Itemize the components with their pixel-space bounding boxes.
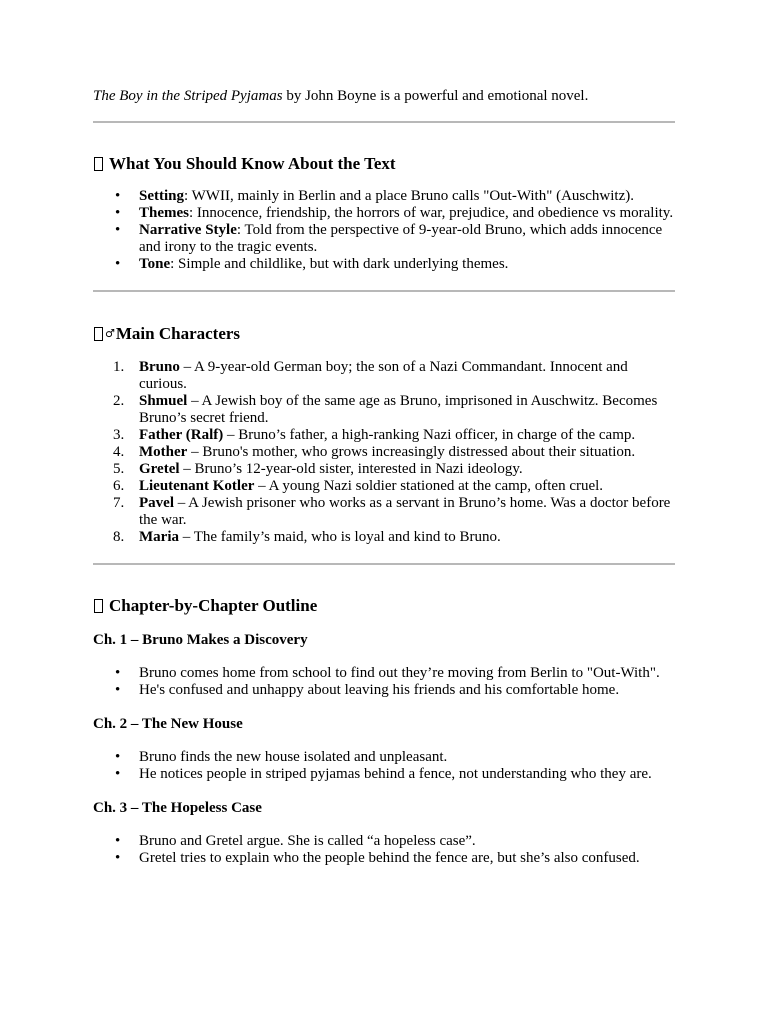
list-item	[93, 444, 675, 461]
list-item: • Bruno finds the new house isolated and unpleasant.	[93, 749, 675, 766]
characters-list	[93, 359, 675, 546]
character-name: Lieutenant Kotler	[139, 478, 255, 494]
item-number: 7.	[113, 495, 125, 511]
item-text: : WWII, mainly in Berlin and a place Bruno calls "Out-With" (Auschwitz).	[184, 188, 634, 204]
know-list	[93, 188, 675, 273]
item-text: – A Jewish prisoner who works as a servant in Bruno’s home. Was a doctor before the war.	[139, 495, 671, 528]
item-text: : Innocence, friendship, the horrors of war, prejudice, and obedience vs morality.	[189, 205, 674, 221]
chapter-points	[93, 665, 675, 699]
item-text: – Bruno's mother, who grows increasingly distressed about their situation.	[187, 444, 636, 460]
item-text: – A young Nazi soldier stationed at the camp, often cruel.	[254, 478, 604, 494]
chapter-title: Ch. 2 – The New House	[93, 716, 243, 732]
item-label: Tone	[139, 256, 171, 272]
chapter-points	[93, 749, 675, 783]
item-text: – Bruno’s 12-year-old sister, interested in Nazi ideology.	[179, 461, 523, 477]
item-label: Narrative Style	[139, 222, 237, 238]
character-name: Bruno	[139, 359, 180, 375]
item-number: 1.	[113, 359, 125, 375]
document-page	[93, 88, 675, 867]
item-text: – A Jewish boy of the same age as Bruno, imprisoned in Auschwitz. Becomes Bruno’s secret friend.	[139, 393, 658, 426]
chapter-points	[93, 833, 675, 867]
list-item: • He's confused and unhappy about leaving his friends and his comfortable home.	[93, 682, 675, 699]
know-heading-text: What You Should Know About the Text	[109, 154, 396, 173]
missing-glyph-icon	[94, 599, 103, 613]
outline-heading-text: Chapter-by-Chapter Outline	[109, 596, 318, 615]
item-text: – The family’s maid, who is loyal and kind to Bruno.	[178, 529, 501, 545]
item-number: 2.	[113, 393, 125, 409]
list-item	[93, 529, 675, 546]
missing-glyph-icon	[94, 327, 103, 341]
chapter-title: Ch. 3 – The Hopeless Case	[93, 800, 262, 816]
item-number: 3.	[113, 427, 125, 443]
character-name: Maria	[139, 529, 179, 545]
divider	[93, 563, 675, 565]
list-item	[93, 478, 675, 495]
item-label: Setting	[139, 188, 184, 204]
book-title: The Boy in the Striped Pyjamas	[93, 88, 283, 104]
list-item	[93, 427, 675, 444]
item-number: 5.	[113, 461, 125, 477]
intro-paragraph	[93, 88, 675, 106]
list-item: • He notices people in striped pyjamas behind a fence, not understanding who they are.	[93, 766, 675, 783]
character-name: Father (Ralf)	[139, 427, 224, 443]
character-name: Mother	[139, 444, 188, 460]
list-item: • Gretel tries to explain who the people behind the fence are, but she’s also confused.	[93, 850, 675, 867]
list-item	[93, 205, 675, 222]
item-text: : Told from the perspective of 9-year-old Bruno, which adds innocence and irony to the tragic events.	[139, 222, 663, 255]
outline-heading	[93, 596, 675, 616]
list-item: • Bruno and Gretel argue. She is called “a hopeless case”.	[93, 833, 675, 850]
characters-heading-text: Main Characters	[115, 324, 241, 343]
character-name: Shmuel	[139, 393, 188, 409]
item-text: – Bruno’s father, a high-ranking Nazi officer, in charge of the camp.	[223, 427, 636, 443]
item-number: 6.	[113, 478, 125, 494]
item-text: : Simple and childlike, but with dark underlying themes.	[170, 256, 509, 272]
item-number: 4.	[113, 444, 125, 460]
know-heading	[93, 154, 675, 174]
missing-glyph-icon	[94, 157, 103, 171]
divider	[93, 290, 675, 292]
characters-heading	[93, 324, 675, 344]
male-sign-icon: ♂	[105, 327, 115, 340]
list-item	[93, 256, 675, 273]
list-item	[93, 461, 675, 478]
item-text: – A 9-year-old German boy; the son of a Nazi Commandant. Innocent and curious.	[139, 359, 628, 392]
list-item	[93, 222, 675, 256]
list-item: • Bruno comes home from school to find out they’re moving from Berlin to "Out-With".	[93, 665, 675, 682]
item-label: Themes	[139, 205, 189, 221]
item-number: 8.	[113, 529, 125, 545]
list-item	[93, 359, 675, 393]
chapter-title: Ch. 1 – Bruno Makes a Discovery	[93, 632, 308, 648]
character-name: Gretel	[139, 461, 180, 477]
list-item	[93, 495, 675, 529]
divider	[93, 121, 675, 123]
intro-text: by John Boyne is a powerful and emotional novel.	[282, 88, 589, 104]
list-item	[93, 188, 675, 205]
list-item	[93, 393, 675, 427]
character-name: Pavel	[139, 495, 174, 511]
